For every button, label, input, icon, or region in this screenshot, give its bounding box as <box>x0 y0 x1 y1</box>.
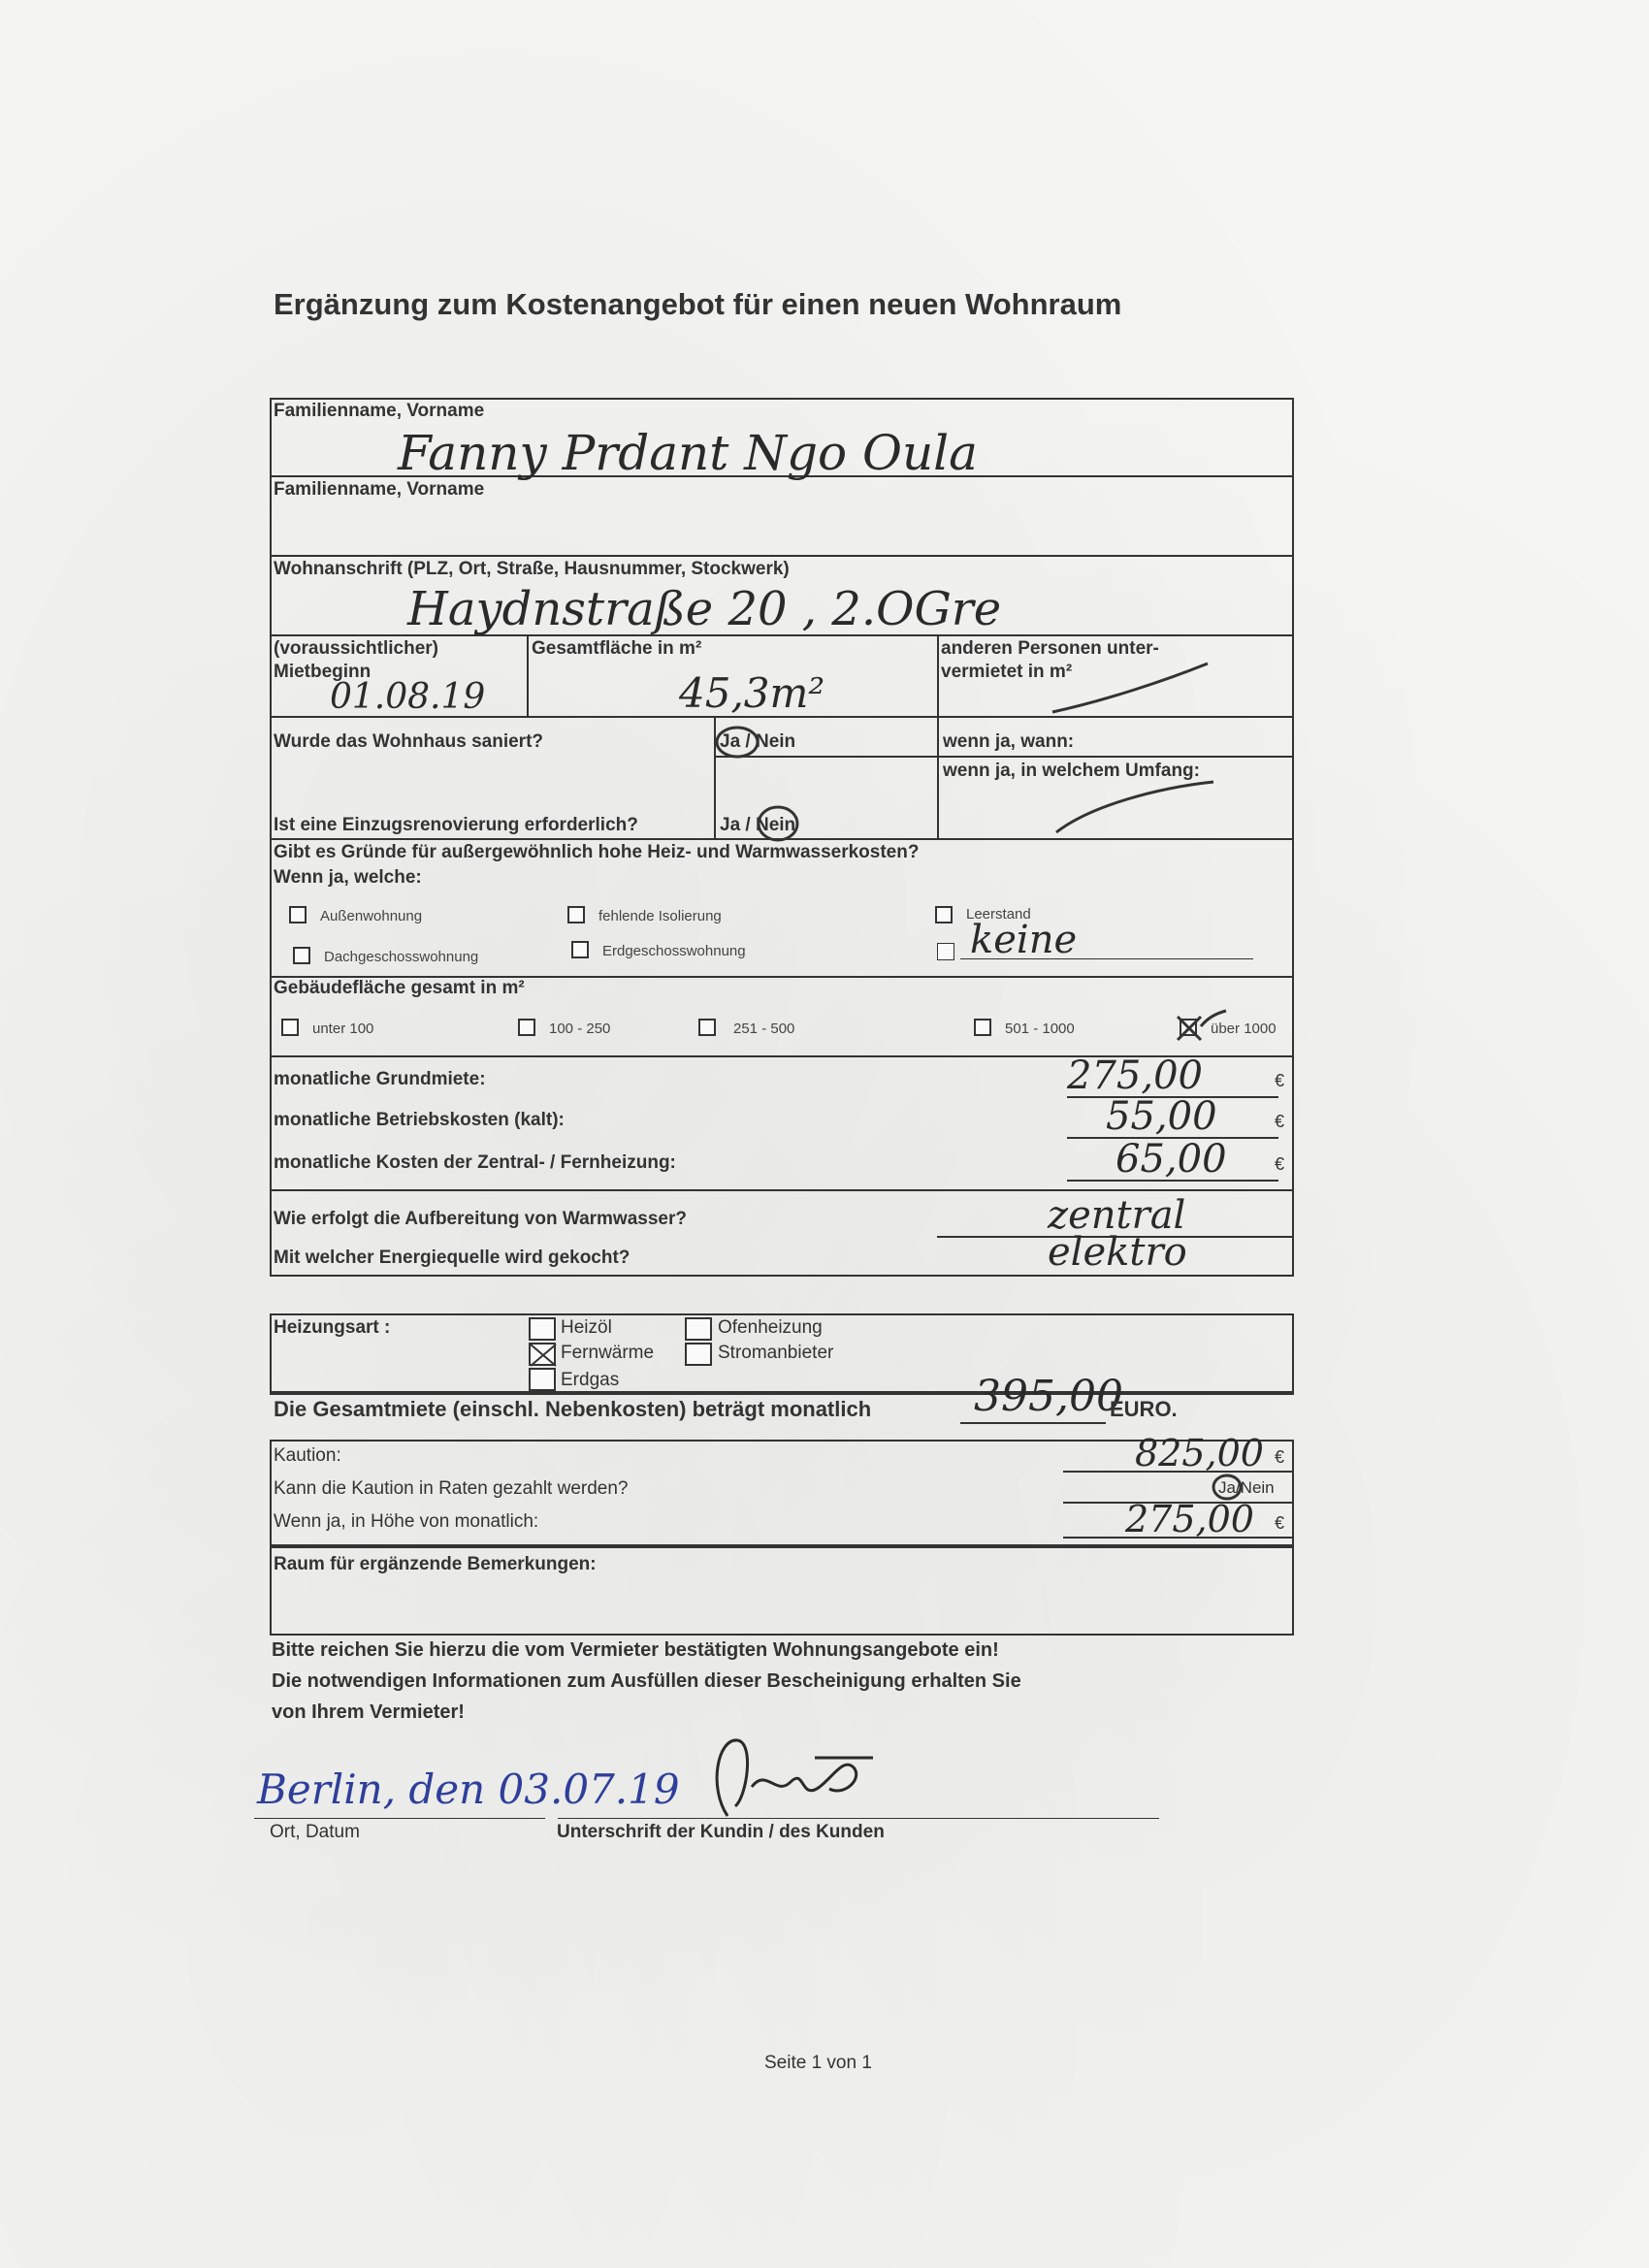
option-ueber-1000: über 1000 <box>1211 1021 1277 1037</box>
option-501-1000: 501 - 1000 <box>1005 1021 1075 1037</box>
installment-options[interactable]: Ja/Nein <box>1218 1478 1275 1497</box>
divider <box>270 1393 1294 1395</box>
option-fernwaerme: Fernwärme <box>561 1343 655 1363</box>
checkbox-dachgeschoss[interactable] <box>293 947 310 964</box>
address-value[interactable]: Haydnstraße 20 , 2.OGre <box>407 582 1002 636</box>
installment-label: Kann die Kaution in Raten gezahlt werden? <box>274 1478 629 1499</box>
warm-water-value[interactable]: zentral <box>1048 1193 1186 1238</box>
option-stromanbieter: Stromanbieter <box>718 1343 834 1363</box>
checkbox-ofenheizung[interactable] <box>685 1317 712 1341</box>
cooking-label: Mit welcher Energiequelle wird gekocht? <box>274 1247 630 1268</box>
option-251-500: 251 - 500 <box>733 1021 795 1037</box>
other-value[interactable]: keine <box>970 918 1078 962</box>
heating-cost-euro: € <box>1275 1154 1285 1174</box>
customer-signature[interactable] <box>698 1729 883 1826</box>
name-value[interactable]: Fanny Prdant Ngo Oula <box>398 425 978 481</box>
total-value[interactable]: 395,00 <box>974 1372 1123 1421</box>
option-heizoel: Heizöl <box>561 1317 612 1338</box>
operating-value[interactable]: 55,00 <box>1106 1094 1217 1139</box>
checkbox-erdgeschoss[interactable] <box>571 941 589 958</box>
signature-line <box>558 1818 1159 1819</box>
form-title: Ergänzung zum Kostenangebot für einen neuen Wohnraum <box>274 287 1122 321</box>
base-rent-euro: € <box>1275 1071 1285 1090</box>
page-number: Seite 1 von 1 <box>764 2053 872 2073</box>
option-erdgeschoss: Erdgeschosswohnung <box>602 943 746 959</box>
deposit-value[interactable]: 825,00 <box>1135 1432 1264 1474</box>
deposit-line <box>1063 1471 1292 1473</box>
scope-label: wenn ja, in welchem Umfang: <box>943 761 1200 781</box>
when-label: wenn ja, wann: <box>943 731 1075 752</box>
divider <box>1292 840 1294 976</box>
building-area-label: Gebäudefläche gesamt in m² <box>274 978 525 998</box>
start-label-1: (voraussichtlicher) <box>274 638 438 659</box>
option-leerstand: Leerstand <box>966 906 1031 923</box>
option-erdgas: Erdgas <box>561 1370 620 1390</box>
start-value[interactable]: 01.08.19 <box>330 677 486 717</box>
area-value[interactable]: 45,3m² <box>679 669 825 717</box>
name-label-1: Familienname, Vorname <box>274 401 485 421</box>
deposit-label: Kaution: <box>274 1445 341 1466</box>
monthly-label: Wenn ja, in Höhe von monatlich: <box>274 1511 539 1532</box>
cooking-value[interactable]: elektro <box>1048 1230 1187 1275</box>
note-line-1: Bitte reichen Sie hierzu die vom Vermieter bestätigten Wohnungsangebote ein! <box>272 1639 999 1661</box>
area-label: Gesamtfläche in m² <box>532 638 702 659</box>
note-line-3: von Ihrem Vermieter! <box>272 1701 465 1723</box>
heating-type-label: Heizungsart : <box>274 1317 391 1338</box>
heating-cost-line <box>1067 1180 1278 1182</box>
total-line <box>960 1422 1106 1424</box>
place-date-line <box>254 1818 545 1819</box>
checkbox-heizoel[interactable] <box>529 1317 556 1341</box>
option-isolierung: fehlende Isolierung <box>598 908 722 924</box>
checkbox-isolierung[interactable] <box>567 906 585 923</box>
monthly-euro: € <box>1275 1513 1285 1533</box>
option-100-250: 100 - 250 <box>549 1021 611 1037</box>
total-unit: EURO. <box>1110 1397 1178 1421</box>
scope-strike-mark <box>1052 776 1217 836</box>
divider <box>937 634 939 840</box>
option-aussenwohnung: Außenwohnung <box>320 908 423 924</box>
check-fernwaerme-mark <box>529 1343 558 1368</box>
divider <box>527 634 529 716</box>
checkbox-unter-100[interactable] <box>281 1019 299 1036</box>
monthly-value[interactable]: 275,00 <box>1125 1498 1254 1540</box>
total-label: Die Gesamtmiete (einschl. Nebenkosten) beträgt monatlich <box>274 1397 872 1421</box>
heating-cost-label: monatliche Kosten der Zentral- / Fernheizung: <box>274 1152 676 1173</box>
operating-label: monatliche Betriebskosten (kalt): <box>274 1110 565 1130</box>
base-rent-value[interactable]: 275,00 <box>1067 1053 1203 1098</box>
reasons-question: Gibt es Gründe für außergewöhnlich hohe Heiz- und Warmwasserkosten? <box>274 842 920 862</box>
checkbox-501-1000[interactable] <box>974 1019 991 1036</box>
base-rent-label: monatliche Grundmiete: <box>274 1069 486 1089</box>
name-label-2: Familienname, Vorname <box>274 479 485 500</box>
start-label-2: Mietbeginn <box>274 662 372 682</box>
option-dachgeschoss: Dachgeschosswohnung <box>324 949 479 965</box>
renovated-options[interactable]: Ja / Nein <box>720 731 796 752</box>
move-in-label: Ist eine Einzugsrenovierung erforderlich? <box>274 815 638 835</box>
option-ofenheizung: Ofenheizung <box>718 1317 823 1338</box>
heating-cost-value[interactable]: 65,00 <box>1116 1137 1227 1182</box>
checkbox-aussenwohnung[interactable] <box>289 906 307 923</box>
warm-water-label: Wie erfolgt die Aufbereitung von Warmwasser? <box>274 1209 687 1229</box>
sublet-strike-mark <box>1048 662 1212 720</box>
remarks-label: Raum für ergänzende Bemerkungen: <box>274 1554 597 1574</box>
move-in-options[interactable]: Ja / Nein <box>720 815 796 835</box>
renovated-label: Wurde das Wohnhaus saniert? <box>274 731 544 752</box>
deposit-euro: € <box>1275 1447 1285 1467</box>
monthly-line <box>1063 1537 1292 1539</box>
checkbox-stromanbieter[interactable] <box>685 1343 712 1366</box>
address-label: Wohnanschrift (PLZ, Ort, Straße, Hausnummer, Stockwerk) <box>274 559 790 579</box>
divider <box>1292 1057 1294 1189</box>
operating-euro: € <box>1275 1112 1285 1131</box>
checkbox-erdgas[interactable] <box>529 1368 556 1391</box>
sublet-label-2: vermietet in m² <box>941 662 1073 682</box>
checkbox-100-250[interactable] <box>518 1019 535 1036</box>
checkbox-other[interactable] <box>937 943 954 960</box>
circle-ja-mark <box>713 723 761 761</box>
reasons-which: Wenn ja, welche: <box>274 867 422 888</box>
checkbox-251-500[interactable] <box>698 1019 716 1036</box>
signature-label: Unterschrift der Kundin / des Kunden <box>557 1822 885 1842</box>
note-line-2: Die notwendigen Informationen zum Ausfüllen dieser Bescheinigung erhalten Sie <box>272 1670 1021 1692</box>
sublet-label-1: anderen Personen unter- <box>941 638 1159 659</box>
option-unter-100: unter 100 <box>312 1021 374 1037</box>
divider <box>270 555 1294 557</box>
divider <box>270 840 272 976</box>
divider <box>270 1057 272 1189</box>
circle-nein-mark <box>755 803 801 844</box>
divider <box>714 756 1294 758</box>
place-date-value[interactable]: Berlin, den 03.07.19 <box>257 1766 680 1813</box>
place-date-label: Ort, Datum <box>270 1822 360 1842</box>
checkbox-leerstand[interactable] <box>935 906 953 923</box>
